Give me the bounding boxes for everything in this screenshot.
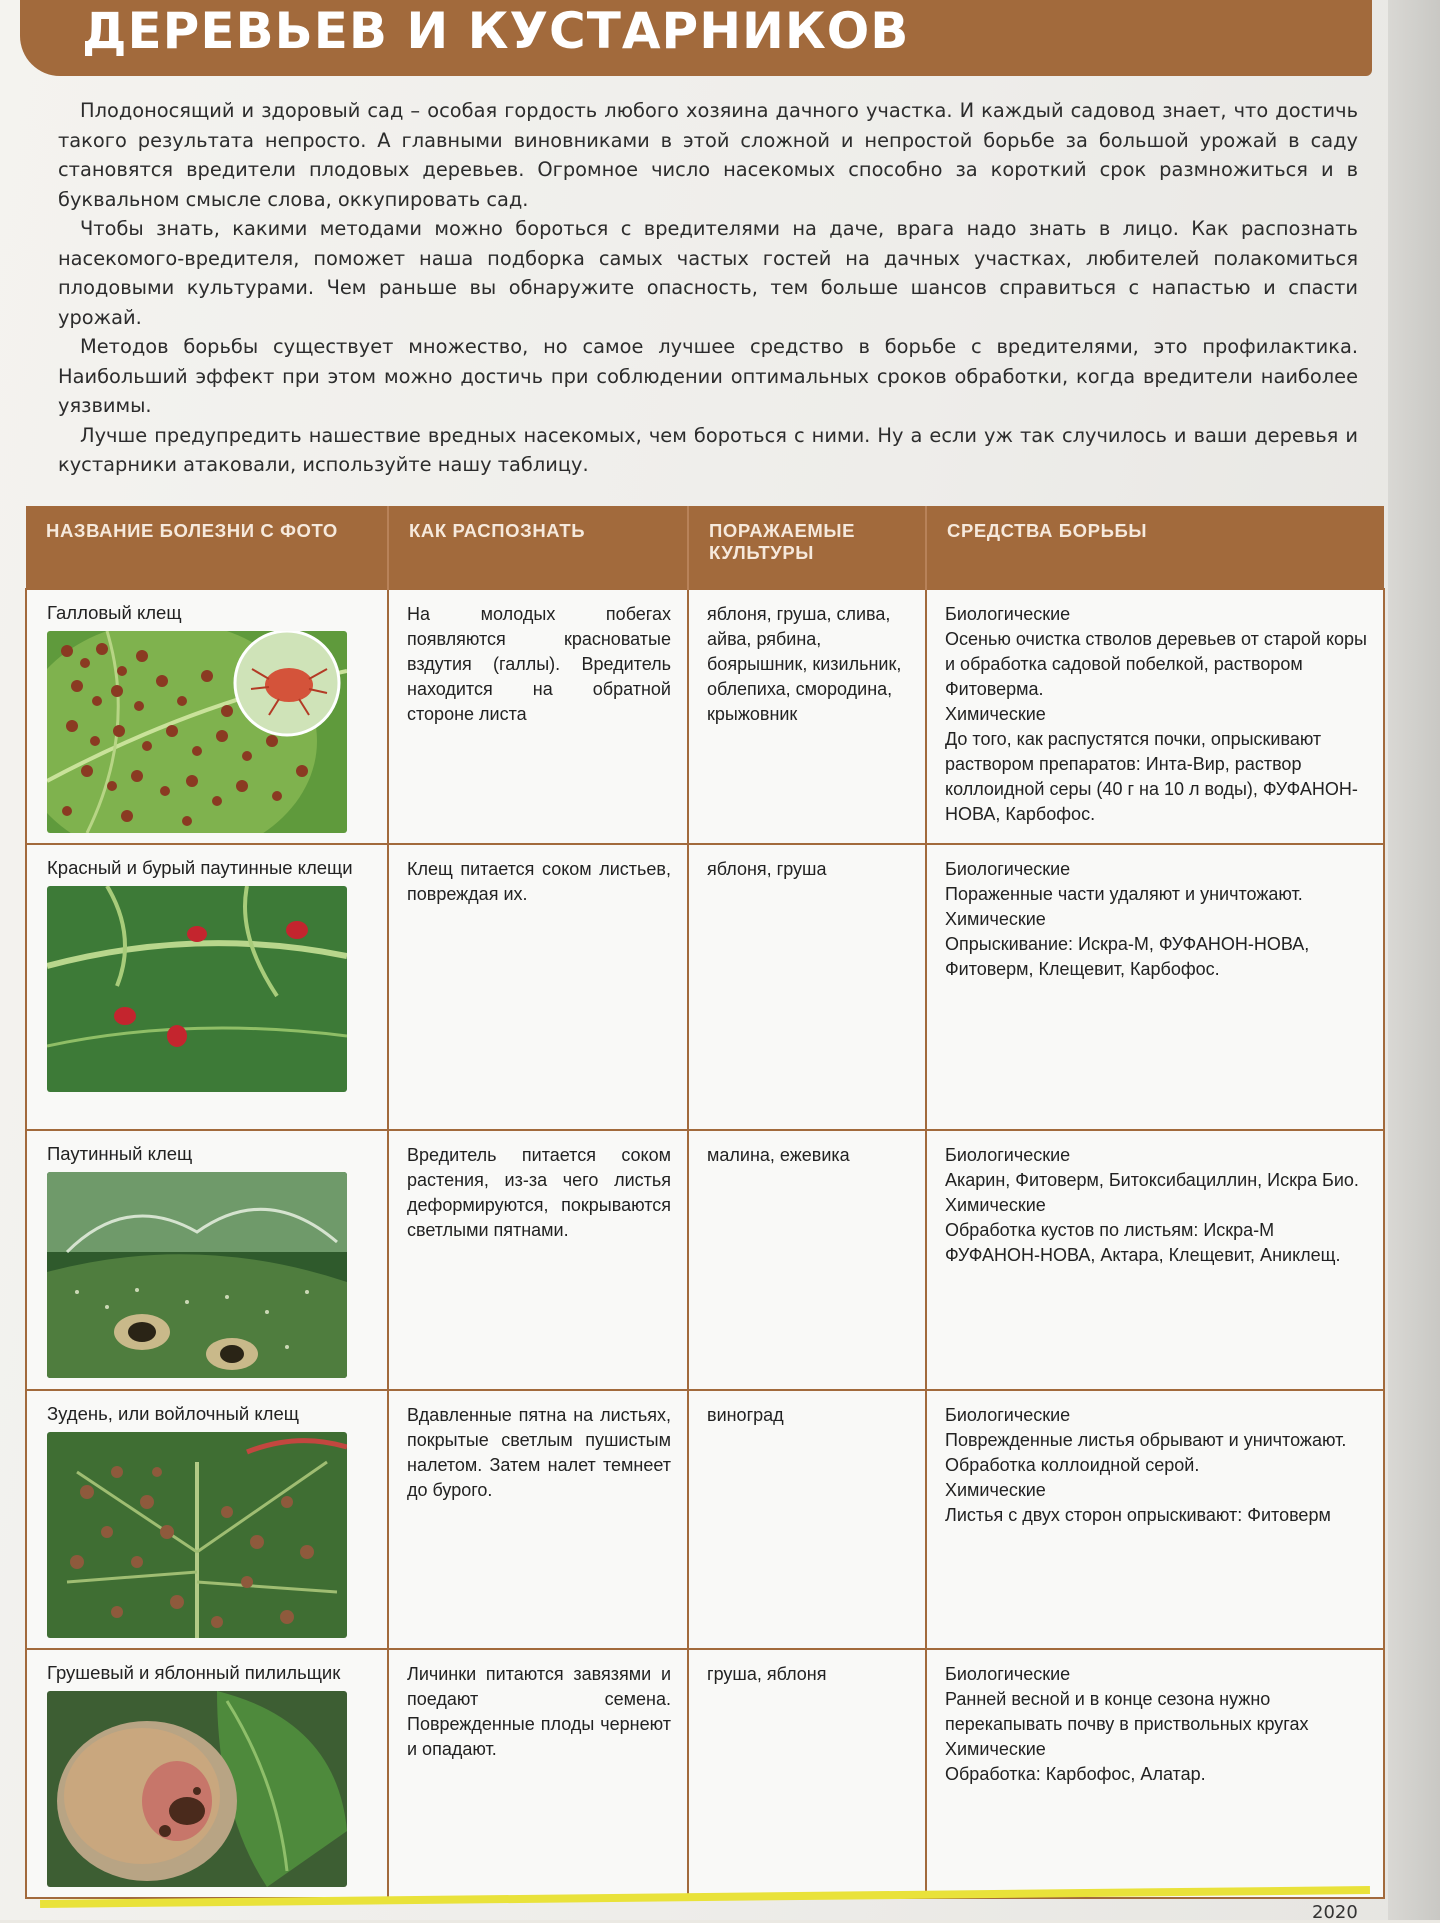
felt-mite-photo (47, 1432, 347, 1638)
table-row (26, 1130, 1384, 1390)
pest-cell (26, 1649, 388, 1898)
intro-paragraph: Методов борьбы существует множество, но самое лучшее средство в борьбе с вредителями, это профилактика. Наибольший эффект при этом можно достичь при соблюдении оптимальных сроков обработки, когда вредители наиболее уязвимы. (58, 335, 1358, 417)
page-number: 2020 (1312, 1902, 1358, 1923)
crops-cell: малина, ежевика (688, 1130, 926, 1390)
bio-label: Биологические (945, 859, 1071, 879)
header-crops: ПОРАЖАЕМЫЕ КУЛЬТУРЫ (688, 506, 926, 589)
page-title: ДЕРЕВЬЕВ И КУСТАРНИКОВ (82, 2, 910, 60)
control-cell (926, 1649, 1384, 1898)
bio-text: Осенью очистка стволов деревьев от старой коры и обработка садовой побелкой, раствором Фитоверма. (945, 629, 1367, 699)
control-cell (926, 1130, 1384, 1390)
crops-cell: яблоня, груша (688, 844, 926, 1130)
control-cell (926, 1390, 1384, 1649)
symptoms-cell: Вдавленные пятна на листьях, покрытые светлым пушистым налетом. Затем налет темнеет до бурого. (388, 1390, 688, 1649)
bio-label: Биологические (945, 1405, 1071, 1425)
intro-text (58, 96, 1358, 480)
pest-name: Красный и бурый паутинные клещи (47, 857, 353, 878)
pest-cell (26, 844, 388, 1130)
symptoms-cell: Клещ питается соком листьев, повреждая их. (388, 844, 688, 1130)
intro-paragraph: Чтобы знать, какими методами можно бороться с вредителями на даче, врага надо знать в лицо. Как распознать насекомого-вредителя, поможет наша подборка самых частых гостей на дачных участках, любителей полакомиться плодовыми культурами. Чем раньше вы обнаружите опасность, тем больше шансов справиться с напастью и спасти урожай. (58, 217, 1358, 329)
title-banner (20, 0, 1372, 76)
table-row (26, 1390, 1384, 1649)
chem-label: Химические (945, 1739, 1046, 1759)
header-name: НАЗВАНИЕ БОЛЕЗНИ С ФОТО (26, 506, 388, 589)
control-cell (926, 844, 1384, 1130)
gall-mite-photo (47, 631, 347, 833)
pest-name: Паутинный клещ (47, 1143, 193, 1164)
header-control: СРЕДСТВА БОРЬБЫ (926, 506, 1384, 589)
web-mite-photo (47, 1172, 347, 1378)
chem-text: Обработка кустов по листьям: Искра-М ФУФАНОН-НОВА, Актара, Клещевит, Аниклещ. (945, 1220, 1341, 1265)
pest-cell (26, 1130, 388, 1390)
control-cell (926, 589, 1384, 844)
table-row (26, 1649, 1384, 1898)
page-edge (1388, 0, 1440, 1920)
crops-cell: груша, яблоня (688, 1649, 926, 1898)
symptoms-cell: Личинки питаются завязями и поедают семена. Поврежденные плоды чернеют и опадают. (388, 1649, 688, 1898)
table-row (26, 589, 1384, 844)
spider-mite-photo (47, 886, 347, 1092)
table-row (26, 844, 1384, 1130)
bio-text: Ранней весной и в конце сезона нужно перекапывать почву в приствольных кругах (945, 1689, 1309, 1734)
bio-label: Биологические (945, 1664, 1071, 1684)
sawfly-photo (47, 1691, 347, 1887)
symptoms-cell: На молодых побегах появляются красноватые вздутия (галлы). Вредитель находится на обратной стороне листа (388, 589, 688, 844)
chem-label: Химические (945, 704, 1046, 724)
intro-paragraph: Лучше предупредить нашествие вредных насекомых, чем бороться с ними. Ну а если уж так случилось и ваши деревья и кустарники атаковали, используйте нашу таблицу. (58, 423, 1358, 476)
chem-text: Обработка: Карбофос, Алатар. (945, 1764, 1206, 1784)
chem-text: До того, как распустятся почки, опрыскивают раствором препаратов: Инта-Вир, раствор коллоидной серы (40 г на 10 л воды), ФУФАНОН-НОВА, Карбофос. (945, 729, 1358, 824)
crops-cell: яблоня, груша, слива, айва, рябина, боярышник, кизильник, облепиха, смородина, крыжовник (688, 589, 926, 844)
chem-text: Опрыскивание: Искра-М, ФУФАНОН-НОВА, Фитоверм, Клещевит, Карбофос. (945, 934, 1310, 979)
bio-text: Акарин, Фитоверм, Битоксибациллин, Искра Био. (945, 1170, 1359, 1190)
pest-name: Галловый клещ (47, 602, 182, 623)
chem-label: Химические (945, 1195, 1046, 1215)
pest-name: Грушевый и яблонный пилильщик (47, 1662, 341, 1683)
bio-label: Биологические (945, 604, 1071, 624)
symptoms-cell: Вредитель питается соком растения, из-за чего листья деформируются, покрываются светлыми пятнами. (388, 1130, 688, 1390)
bio-text: Пораженные части удаляют и уничтожают. (945, 884, 1303, 904)
header-recognize: КАК РАСПОЗНАТЬ (388, 506, 688, 589)
chem-label: Химические (945, 909, 1046, 929)
pest-cell (26, 1390, 388, 1649)
bio-text: Поврежденные листья обрывают и уничтожают. Обработка коллоидной серой. (945, 1430, 1347, 1475)
pest-name: Зудень, или войлочный клещ (47, 1403, 299, 1424)
table-header-row (26, 506, 1384, 589)
crops-cell: виноград (688, 1390, 926, 1649)
intro-paragraph: Плодоносящий и здоровый сад – особая гордость любого хозяина дачного участка. И каждый садовод знает, что достичь такого результата непросто. А главными виновниками в этой сложной и непростой борьбе за большой урожай в саду становятся вредители плодовых деревьев. Огромное число насекомых способно за короткий срок размножиться и в буквальном смысле слова, оккупировать сад. (58, 99, 1358, 211)
pest-cell (26, 589, 388, 844)
pest-table (25, 506, 1385, 1899)
bio-label: Биологические (945, 1145, 1071, 1165)
chem-text: Листья с двух сторон опрыскивают: Фитоверм (945, 1505, 1331, 1525)
chem-label: Химические (945, 1480, 1046, 1500)
